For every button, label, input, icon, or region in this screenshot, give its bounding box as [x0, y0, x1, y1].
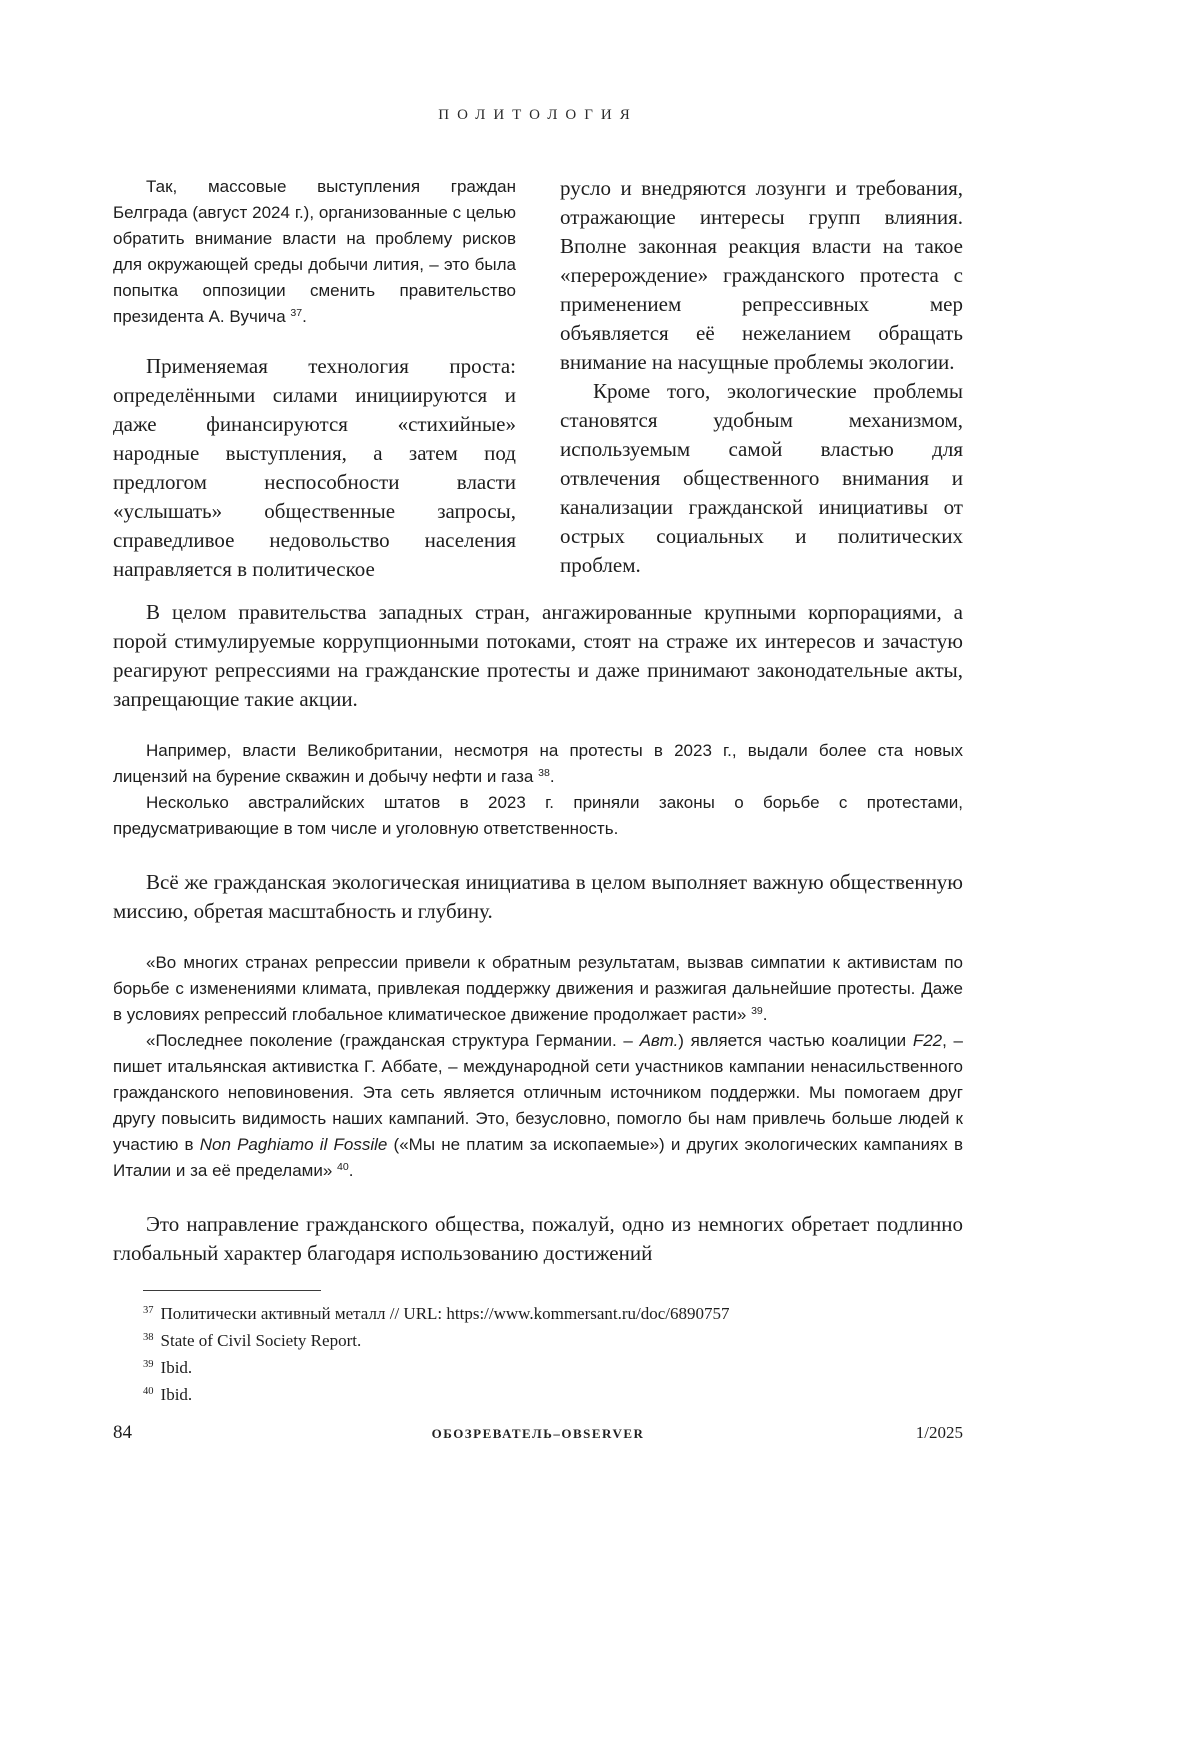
footnote-ref: 40 [337, 1161, 349, 1174]
page-footer [113, 1422, 963, 1444]
text-run: . [762, 1005, 768, 1024]
paragraph-body [113, 1210, 963, 1268]
journal-name: ОБОЗРЕВАТЕЛЬ–OBSERVER [431, 1426, 645, 1441]
text-run: Кроме того, экологические проблемы становятся удобным механизмом, используемым самой властью для отвлечения общественного внимания и канализации гражданской инициативы от острых социальных и политических проблем. [560, 379, 963, 577]
page-number: 84 [113, 1422, 132, 1443]
paragraph-petit [113, 1028, 963, 1184]
text-run: . [348, 1161, 354, 1180]
footnote-ref: 38 [538, 767, 550, 780]
text-run: «Последнее поколение (гражданская структура Германии. – [146, 1031, 640, 1050]
paragraph-petit [113, 950, 963, 1028]
two-column-text [113, 174, 963, 584]
italic-text: Авт. [639, 1031, 679, 1050]
text-run: , – пишет итальянская активистка Г. Аббате, – международной сети участников кампании ненасильственного гражданского неповиновения. Эта сеть является отличным источником поддержки. Мы помогаем друг другу повысить видимость наших кампаний. Это, безусловно, помогло бы нам привлечь больше людей к участию в [113, 1031, 964, 1154]
text-run: Например, власти Великобритании, несмотря на протесты в 2023 г., выдали более ста новых лицензий на бурение скважин и добычу нефти и газа [113, 741, 963, 786]
text-run: Это направление гражданского общества, пожалуй, одно из немногих обретает подлинно глобальный характер благодаря использованию достижений [113, 1212, 963, 1265]
italic-text: Non Paghiamo il Fossile [199, 1135, 388, 1154]
right-column [560, 174, 963, 584]
footnote-number: 37 [143, 1305, 154, 1317]
footnote [113, 1300, 963, 1327]
italic-text: F22 [912, 1031, 943, 1050]
paragraph-body [113, 868, 963, 926]
paragraph-body [560, 174, 963, 377]
text-run: русло и внедряются лозунги и требования, отражающие интересы групп влияния. Вполне законная реакция власти на такое «перерождение» гражданского протеста с применением репрессивных мер объявляется её нежеланием обращать внимание на насущные проблемы экологии. [560, 176, 963, 374]
footnote-text [161, 1358, 193, 1377]
running-head: ПОЛИТОЛОГИЯ [438, 107, 638, 123]
text-run: ) является частью коалиции [678, 1031, 913, 1050]
paragraph-body [560, 377, 963, 580]
footnote-number: 39 [143, 1359, 154, 1371]
text-run: («Мы не платим за ископаемые») и других экологических кампаниях в Италии и за её пределами» [113, 1135, 963, 1180]
text-run: Ibid. [160, 1358, 193, 1377]
text-run: Применяемая технология проста: определёнными силами инициируются и даже финансируются «стихийные» народные выступления, а затем под предлогом неспособности власти «услышать» общественные запросы, справедливое недовольство населения направляется в политическое [113, 354, 516, 581]
text-run: . [549, 767, 555, 786]
text-run: . [302, 307, 307, 326]
text-run: В целом правительства западных стран, ангажированные крупными корпорациями, а порой стимулируемые коррупционными потоками, стоят на страже их интересов и зачастую реагируют репрессиями на гражданские протесты и даже принимают законодательные акты, запрещающие такие акции. [113, 600, 963, 711]
text-run: Несколько австралийских штатов в 2023 г. приняли законы о борьбе с протестами, предусматривающие в том числе и уголовную ответственность. [113, 793, 963, 838]
text-run: Политически активный металл // URL: https://www.kommersant.ru/doc/6890757 [160, 1304, 730, 1323]
left-column [113, 174, 516, 584]
text-run: Так, массовые выступления граждан Белграда (август 2024 г.), организованные с целью обратить внимание власти на проблему рисков для окружающей среды добычи лития, – это была попытка оппозиции сменить правительство президента А. Вучича [113, 177, 516, 326]
text-run: Ibid. [160, 1385, 193, 1404]
footnote-text [161, 1304, 730, 1323]
footnote-number: 40 [143, 1386, 154, 1398]
footnote-separator [143, 1290, 321, 1291]
footnote-ref: 39 [751, 1005, 763, 1018]
footnote [113, 1327, 963, 1354]
footnote-text [161, 1331, 362, 1350]
text-run: State of Civil Society Report. [160, 1331, 362, 1350]
paragraph-petit [113, 738, 963, 790]
footnote-text [161, 1385, 193, 1404]
paragraph-petit [113, 174, 516, 330]
paragraph-petit [113, 790, 963, 842]
footnote-number: 38 [143, 1332, 154, 1344]
full-width-text [113, 598, 963, 1268]
issue-number: 1/2025 [915, 1423, 963, 1442]
footnote [113, 1381, 963, 1408]
text-run: Всё же гражданская экологическая инициатива в целом выполняет важную общественную миссию, обретая масштабность и глубину. [113, 870, 963, 923]
footnotes-block [113, 1290, 963, 1408]
footnote-ref: 37 [290, 307, 303, 320]
paragraph-body [113, 352, 516, 584]
footnote [113, 1354, 963, 1381]
paragraph-body [113, 598, 963, 714]
text-run: «Во многих странах репрессии привели к обратным результатам, вызвав симпатии к активистам по борьбе с изменениями климата, привлекая поддержку движения и разжигая дальнейшие протесты. Даже в условиях репрессий глобальное климатическое движение продолжает расти» [113, 953, 963, 1024]
